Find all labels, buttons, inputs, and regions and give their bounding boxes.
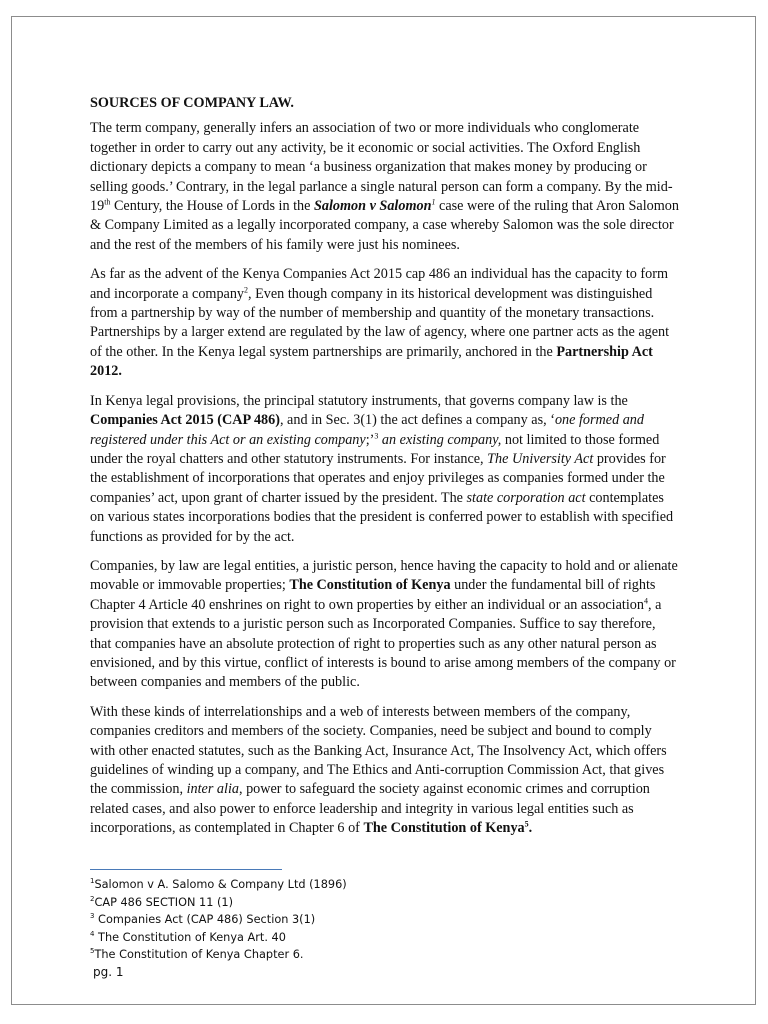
footnote-text: Salomon v A. Salomo & Company Ltd (1896)	[94, 878, 347, 891]
document-body	[90, 94, 680, 849]
footnote-ref-1[interactable]: 1	[431, 197, 436, 207]
text-run: under the fundamental bill of rights Chapter 4 Article 40 enshrines on right to own properties by either an individual or an association	[90, 577, 656, 613]
footnote-4	[90, 929, 490, 947]
footnote-1	[90, 876, 490, 894]
paragraph-2	[90, 265, 680, 381]
bold-text: The Constitution of Kenya	[289, 577, 451, 594]
footnote-separator	[90, 869, 282, 870]
footnote-ref-2[interactable]: 2	[244, 284, 249, 294]
footnote-text: CAP 486 SECTION 11 (1)	[94, 895, 233, 909]
bold-text: Companies Act 2015 (CAP 486)	[90, 412, 280, 429]
text-run: In Kenya legal provisions, the principal statutory instruments, that governs company law is the	[90, 392, 628, 409]
footnote-number: 3	[90, 912, 95, 921]
footnote-ref-4[interactable]: 4	[643, 596, 648, 606]
text-run: , Even though company in its historical development was distinguished from a partnership by way of the number of membership and quantity of the monetary transactions. Partnerships by a larger extend are regulated by the law of agency, where one partner acts as the agent of the other. In the Kenya legal system partnerships are primarily, anchored in the	[90, 285, 670, 360]
italic-text: an existing company,	[378, 431, 502, 448]
footnote-ref-5[interactable]: 5	[524, 819, 529, 829]
text-run: Century, the House of Lords in the	[110, 198, 314, 215]
text-run: The term company, generally infers an association of two or more individuals who conglomerate together in order to carry out any activity, be it economic or social activities. The Oxford English dictionary depicts a company to mean ‘a business organization that makes money by producing or selling goods.’ Contrary, in the legal parlance a single natural person can form a company. By the mid-19	[90, 120, 673, 215]
italic-text: inter alia	[186, 781, 239, 798]
text-run: As far as the advent of the Kenya Companies Act 2015 cap 486 an individual has the capacity to form and incorporate a company	[90, 266, 668, 302]
footnote-number: 4	[90, 929, 95, 938]
text-run: provides for the establishment of incorporations that operates and enjoy privileges as companies formed under the companies’ act, upon grant of charter issued by the president. The	[90, 450, 666, 506]
superscript: th	[104, 197, 111, 207]
paragraph-4	[90, 557, 680, 693]
footnote-number: 1	[90, 877, 95, 886]
text-run: case were of the ruling that Aron Salomon & Company Limited as a legally incorporated company, a case whereby Salomon was the sole director and the rest of the members of his family were just his nominees.	[90, 198, 679, 253]
paragraph-3	[90, 392, 680, 547]
footnote-number: 5	[90, 947, 95, 956]
footnote-ref-3[interactable]: 3	[374, 430, 379, 440]
footnote-text: The Constitution of Kenya Art. 40	[94, 930, 286, 944]
italic-text: state corporation act	[466, 489, 586, 506]
bold-text: Partnership Act 2012.	[90, 343, 653, 380]
footnote-text: The Constitution of Kenya Chapter 6.	[94, 948, 304, 961]
page-number: pg. 1	[93, 964, 124, 979]
footnote-number: 2	[90, 894, 95, 903]
footnote-2	[90, 894, 490, 912]
bold-text: .	[528, 820, 533, 837]
case-name: Salomon v Salomon	[314, 198, 432, 215]
text-run: contemplates on various states incorporations bodies that the president is conferred power to establish with specified functions as provided for by the act.	[90, 489, 674, 545]
footnote-3	[90, 911, 490, 929]
text-run: Companies, by law are legal entities, a juristic person, hence having the capacity to hold and or alienate movable or immovable properties;	[90, 557, 678, 594]
italic-text: one formed and registered under this Act or an existing company	[90, 412, 644, 448]
paragraph-1	[90, 119, 680, 255]
bold-text: The Constitution of Kenya	[363, 820, 525, 837]
footnote-5	[90, 946, 490, 964]
document-heading: SOURCES OF COMPANY LAW.	[90, 95, 294, 111]
footnotes	[90, 876, 490, 981]
text-run: ;’	[365, 431, 375, 448]
text-run: With these kinds of interrelationships and a web of interests between members of the company, companies creditors and members of the society. Companies, need be subject and bound to comply with other enacted statutes, such as the Banking Act, Insurance Act, The Insolvency Act, which offers guidelines of winding up a company, and The Ethics and Anti-corruption Commission Act, that gives the commission,	[90, 703, 667, 798]
text-run: not limited to those formed under the royal chatters and other statutory instruments. For instance,	[90, 431, 660, 467]
footnote-text: Companies Act (CAP 486) Section 3(1)	[94, 913, 316, 926]
text-run: , power to safeguard the society against economic crimes and corruption related cases, and also power to enforce leadership and integrity in various legal entities such as incorporations, as contemplated in Chapter 6 of	[90, 781, 650, 837]
italic-text: The University Act	[487, 450, 594, 467]
text-run: , and in Sec. 3(1) the act defines a company as, ‘	[279, 412, 555, 429]
text-run: , a provision that extends to a juristic person such as Incorporated Companies. Suffice to say therefore, that companies have an absolute protection of right to properties such as any other natural person as envisioned, and by this virtue, conflict of interests is bound to arise among members of the company or between companies and members of the public.	[90, 596, 676, 691]
paragraph-5	[90, 703, 680, 839]
